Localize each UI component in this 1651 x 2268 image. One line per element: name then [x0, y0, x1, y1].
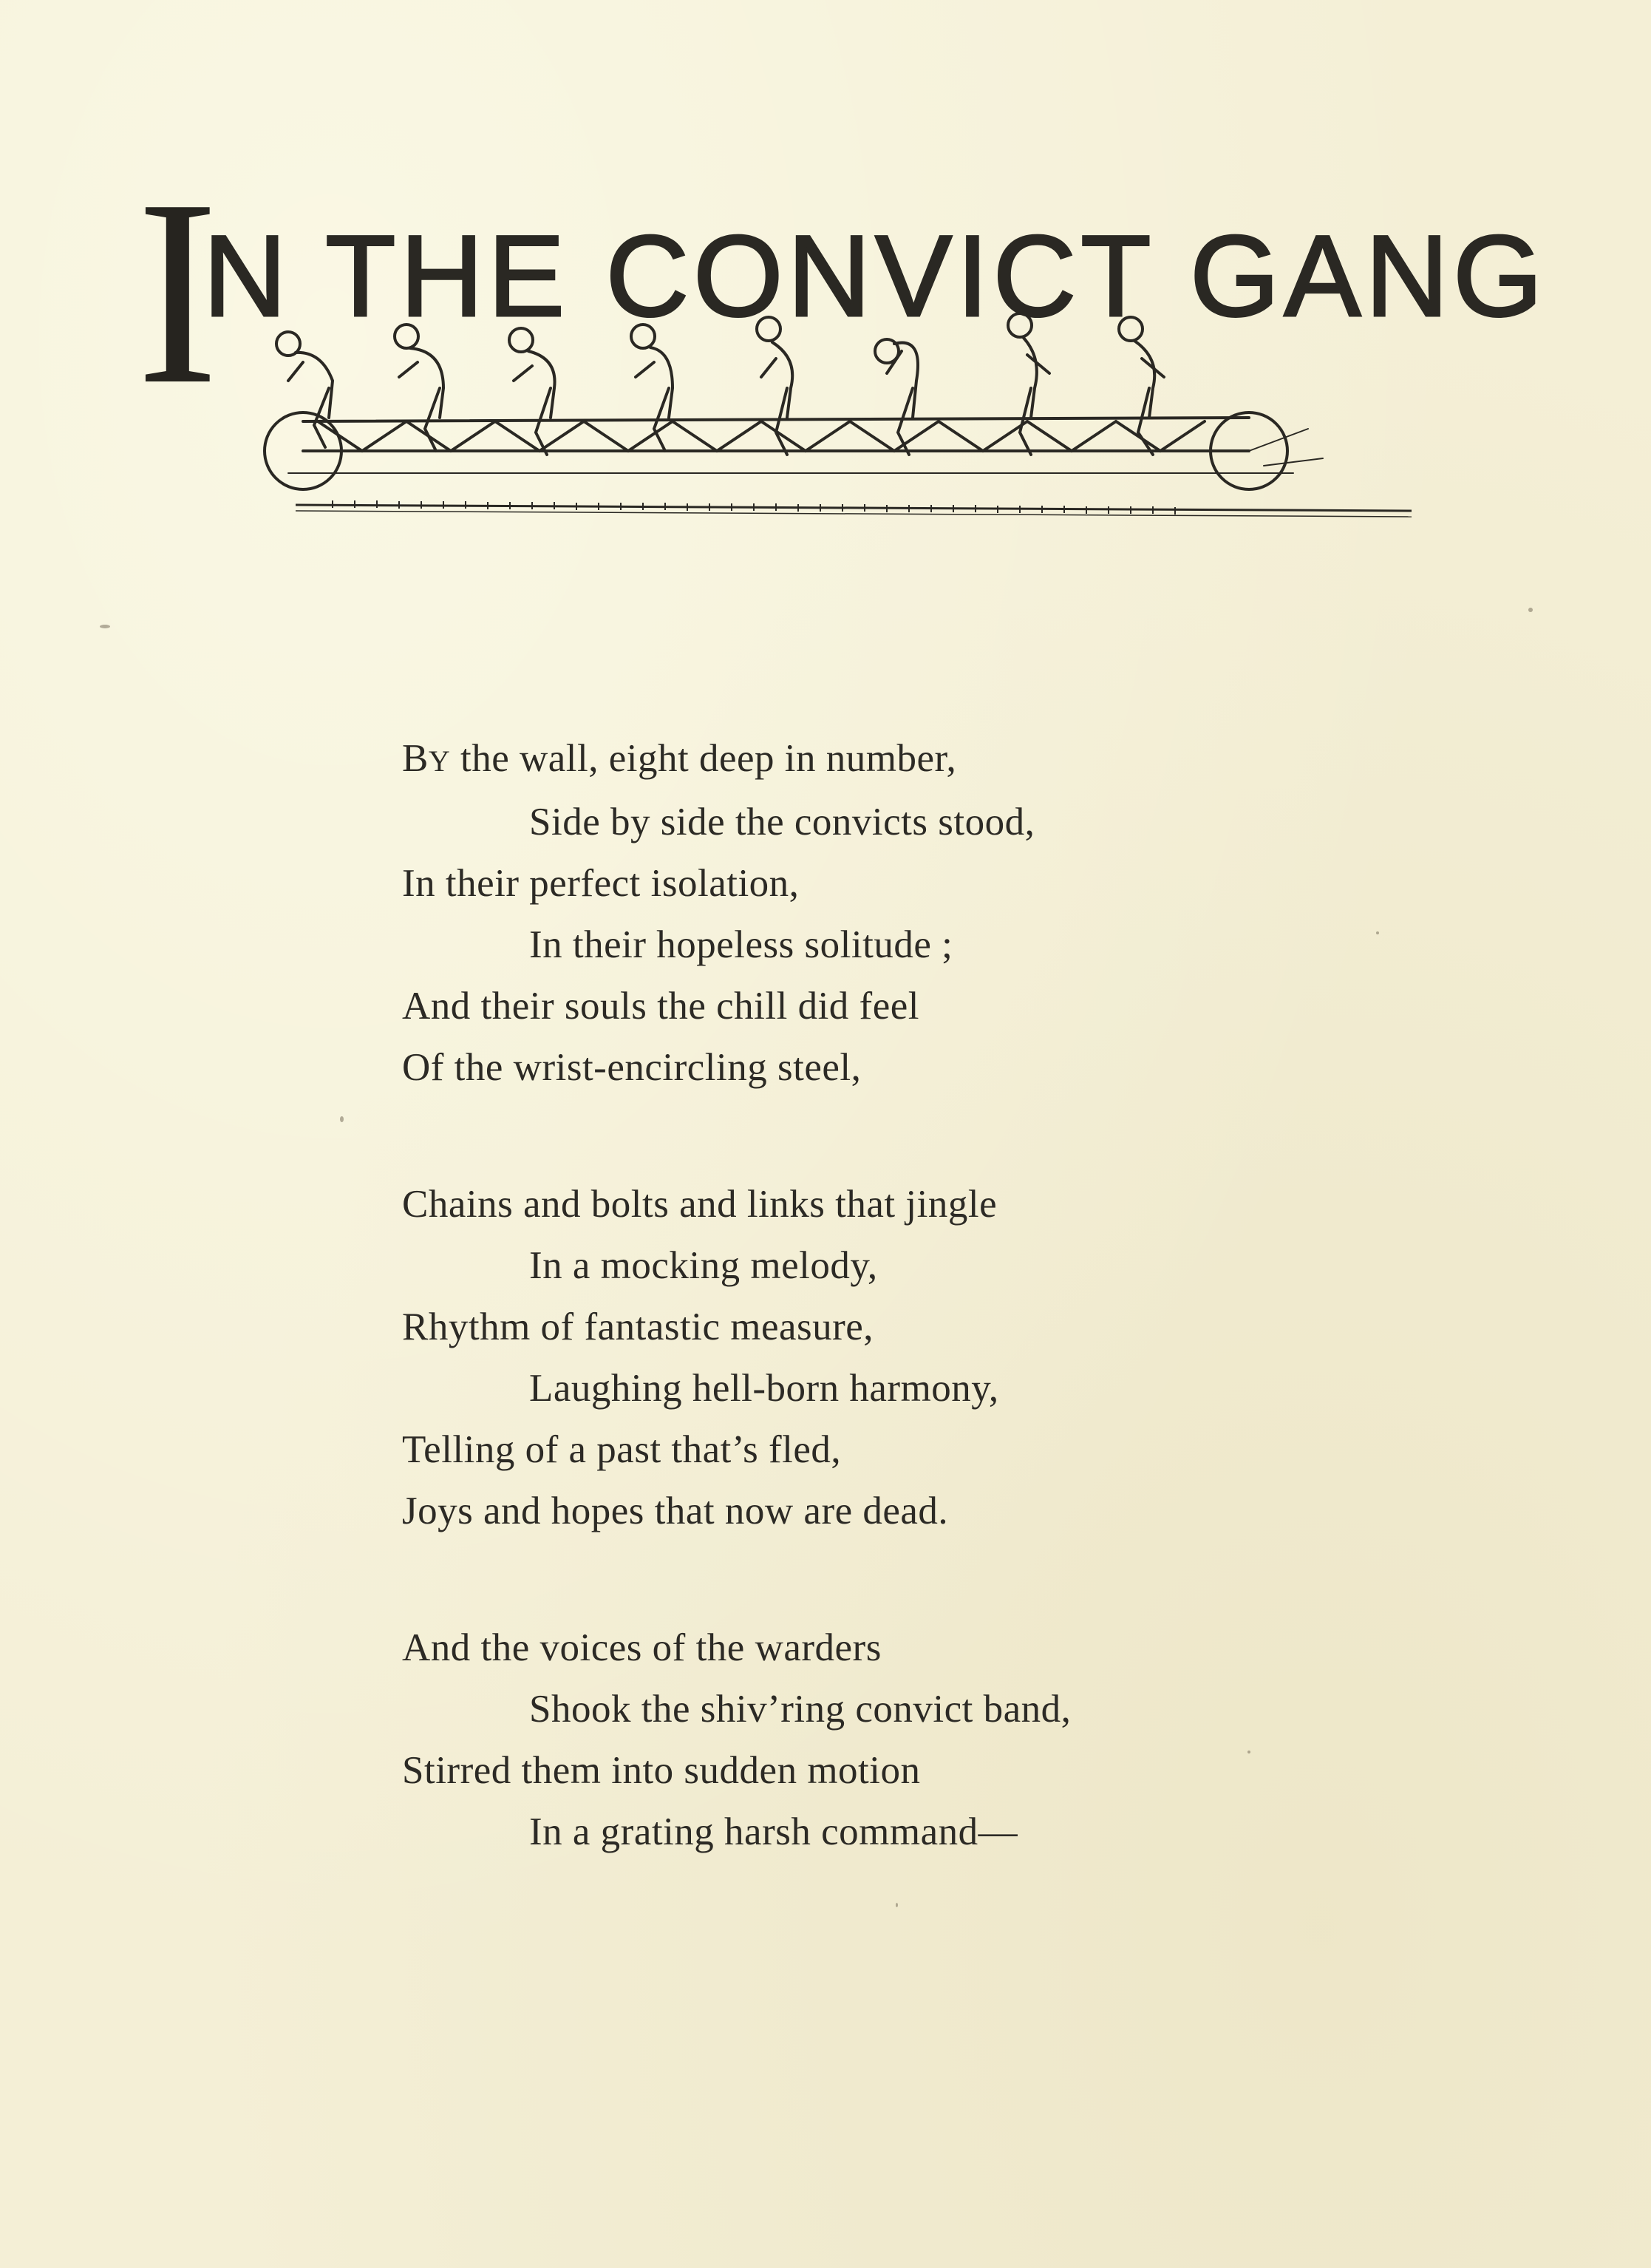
poem-line: And the voices of the warders: [402, 1626, 882, 1669]
title-initial: I: [137, 144, 219, 439]
poem-line: Laughing hell-born harmony,: [529, 1367, 999, 1410]
stanza-3: [402, 1617, 1289, 1863]
poem-line: And their souls the chill did feel: [402, 985, 919, 1028]
poem-line: Stirred them into sudden motion: [402, 1749, 921, 1792]
title-text: N THE CONVICT GANG: [203, 212, 1548, 341]
poem-line: Rhythm of fantastic measure,: [402, 1306, 874, 1348]
poem-line: Side by side the convicts stood,: [529, 801, 1035, 843]
title-block: [137, 144, 1548, 543]
convicts-bicycle-illustration: [259, 307, 1456, 543]
paper-speck: [1247, 1751, 1250, 1753]
rider-6: [875, 339, 918, 455]
poem-line: In their perfect isolation,: [402, 862, 800, 905]
poem: [402, 728, 1289, 1863]
paper-speck: [340, 1116, 344, 1122]
rider-5: [757, 317, 792, 455]
poem-line: Chains and bolts and links that jingle: [402, 1183, 998, 1226]
rider-4: [631, 325, 673, 451]
poem-line: Telling of a past that’s fled,: [402, 1428, 842, 1471]
stanza-1: [402, 728, 1289, 1099]
paper-speck: [100, 625, 110, 628]
rider-2: [395, 325, 443, 451]
poem-line: Joys and hopes that now are dead.: [402, 1490, 949, 1532]
paper-speck: [1376, 931, 1379, 934]
poem-line: Shook the shiv’ring convict band,: [529, 1688, 1072, 1731]
poem-line: In their hopeless solitude ;: [529, 923, 953, 966]
poem-line: In a grating harsh command—: [529, 1810, 1018, 1853]
rider-8: [1119, 317, 1164, 455]
paper-speck: [896, 1903, 898, 1907]
rider-1: [276, 332, 333, 447]
poem-line: In a mocking melody,: [529, 1244, 878, 1287]
paper-speck: [1528, 608, 1533, 612]
stanza-2: [402, 1174, 1289, 1542]
ground-line: [296, 505, 1412, 511]
poem-line: Of the wrist-encircling steel,: [402, 1046, 862, 1089]
poem-line: BY the wall, eight deep in number,: [402, 737, 957, 780]
